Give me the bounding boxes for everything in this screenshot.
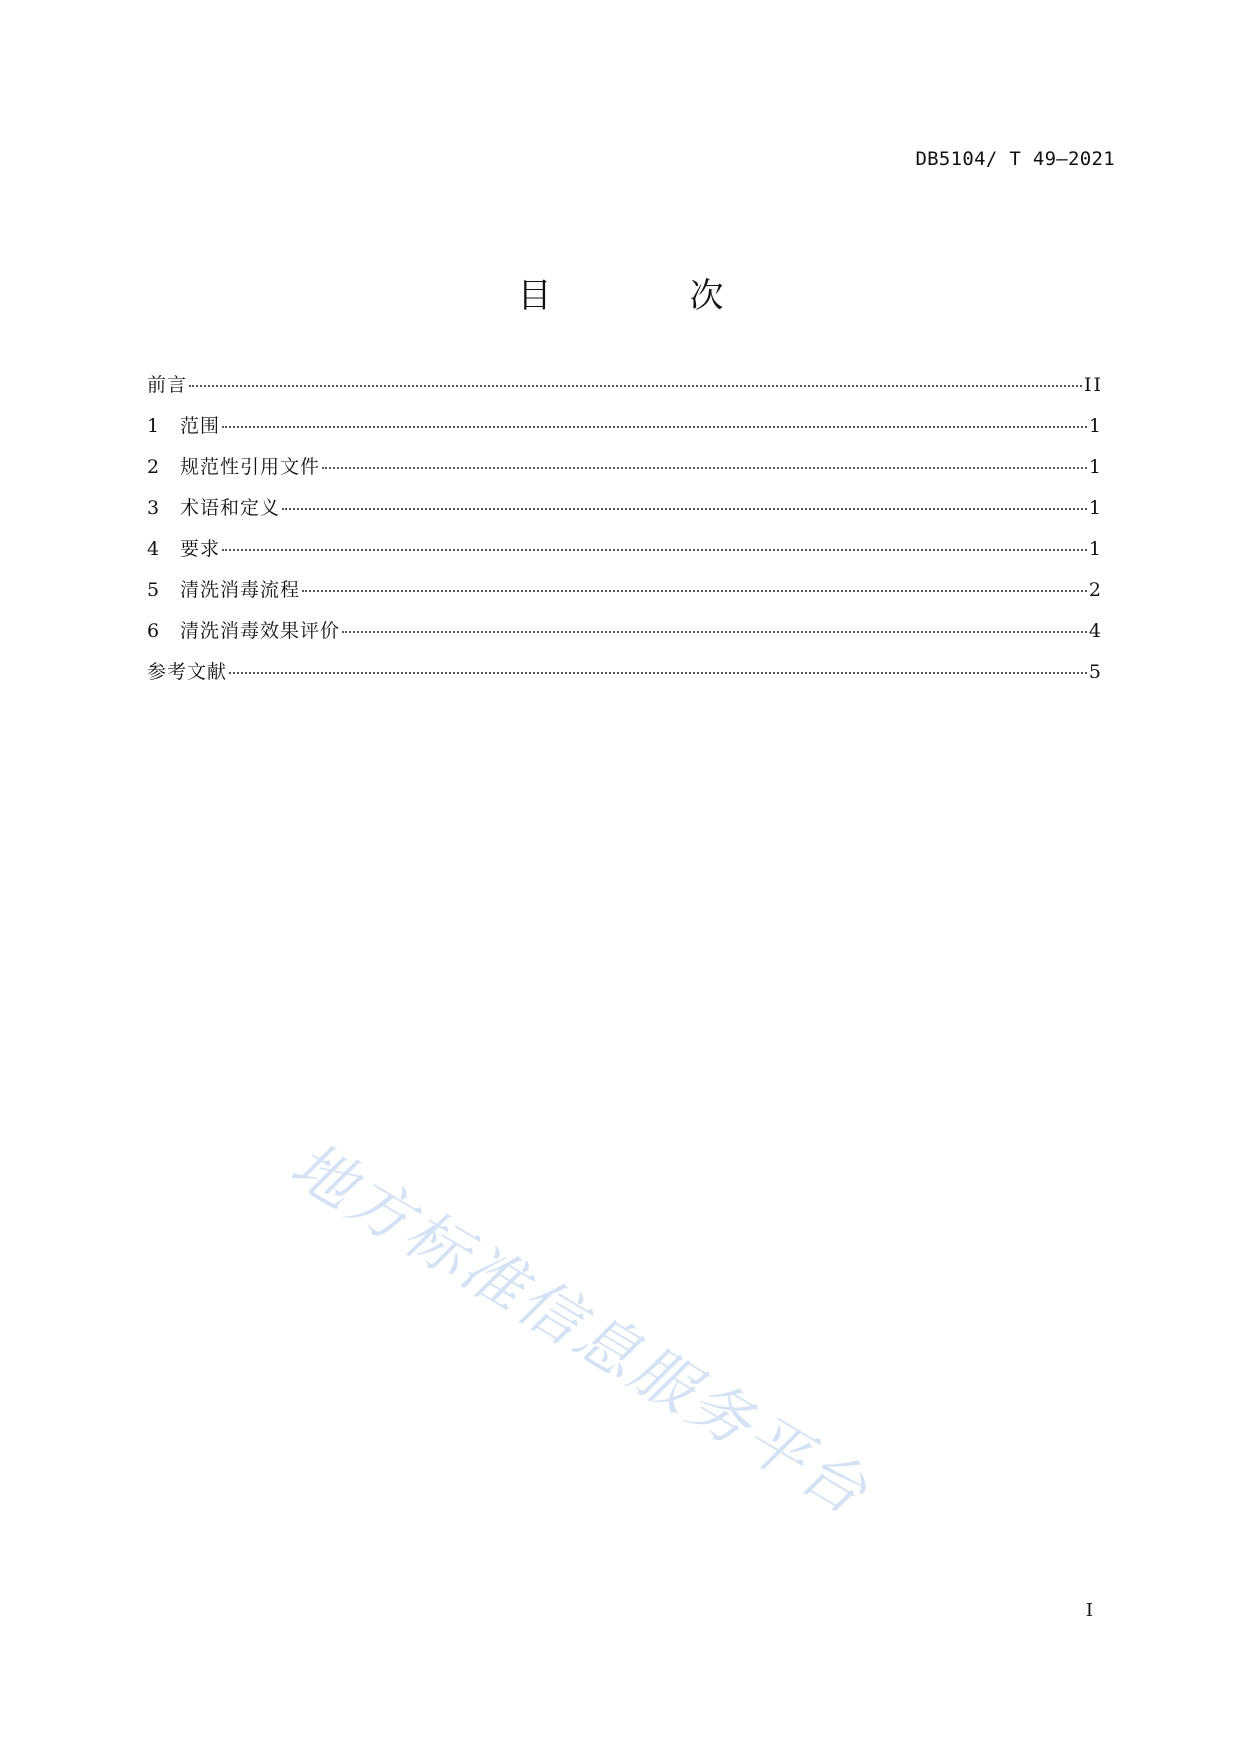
dot-leader xyxy=(322,467,1087,469)
toc-entry-label: 前言 xyxy=(147,374,188,396)
toc-entry-bibliography[interactable] xyxy=(147,657,1103,698)
toc-entry-number: 4 xyxy=(147,538,160,560)
toc-entry-label: 范围 xyxy=(180,415,221,437)
toc-entry-page: 1 xyxy=(1088,456,1103,478)
toc-entry-number: 2 xyxy=(147,456,160,478)
page-number: I xyxy=(1085,1600,1093,1621)
toc-entry-cleaning-process[interactable] xyxy=(147,575,1103,616)
dot-leader xyxy=(189,385,1082,387)
toc-entry-page: II xyxy=(1083,374,1103,396)
dot-leader xyxy=(229,672,1087,674)
toc-entry-number: 1 xyxy=(147,415,160,437)
dot-leader xyxy=(342,631,1087,633)
toc-entry-label: 要求 xyxy=(180,538,221,560)
toc-entry-effect-evaluation[interactable] xyxy=(147,616,1103,657)
table-of-contents xyxy=(147,370,1103,698)
toc-entry-requirements[interactable] xyxy=(147,534,1103,575)
toc-entry-foreword[interactable] xyxy=(147,370,1103,411)
toc-entry-label: 术语和定义 xyxy=(180,497,281,519)
dot-leader xyxy=(302,590,1087,592)
toc-title: 目 次 xyxy=(517,276,776,316)
toc-entry-page: 1 xyxy=(1088,497,1103,519)
dot-leader xyxy=(222,549,1087,551)
toc-entry-label: 清洗消毒流程 xyxy=(180,579,301,601)
document-code: DB5104/ T 49—2021 xyxy=(915,148,1115,170)
toc-entry-page: 2 xyxy=(1088,579,1103,601)
dot-leader xyxy=(222,426,1087,428)
toc-entry-page: 5 xyxy=(1088,661,1103,683)
toc-entry-scope[interactable] xyxy=(147,411,1103,452)
watermark: 地方标准信息服务平台 xyxy=(278,1127,882,1531)
toc-entry-page: 1 xyxy=(1088,415,1103,437)
toc-entry-normative-references[interactable] xyxy=(147,452,1103,493)
toc-entry-number: 6 xyxy=(147,620,160,642)
toc-entry-label: 清洗消毒效果评价 xyxy=(180,620,341,642)
toc-entry-label: 参考文献 xyxy=(147,661,228,683)
toc-entry-number: 3 xyxy=(147,497,160,519)
toc-entry-page: 1 xyxy=(1088,538,1103,560)
toc-entry-number: 5 xyxy=(147,579,160,601)
toc-entry-page: 4 xyxy=(1088,620,1103,642)
toc-entry-terms-definitions[interactable] xyxy=(147,493,1103,534)
dot-leader xyxy=(282,508,1087,510)
toc-entry-label: 规范性引用文件 xyxy=(180,456,321,478)
